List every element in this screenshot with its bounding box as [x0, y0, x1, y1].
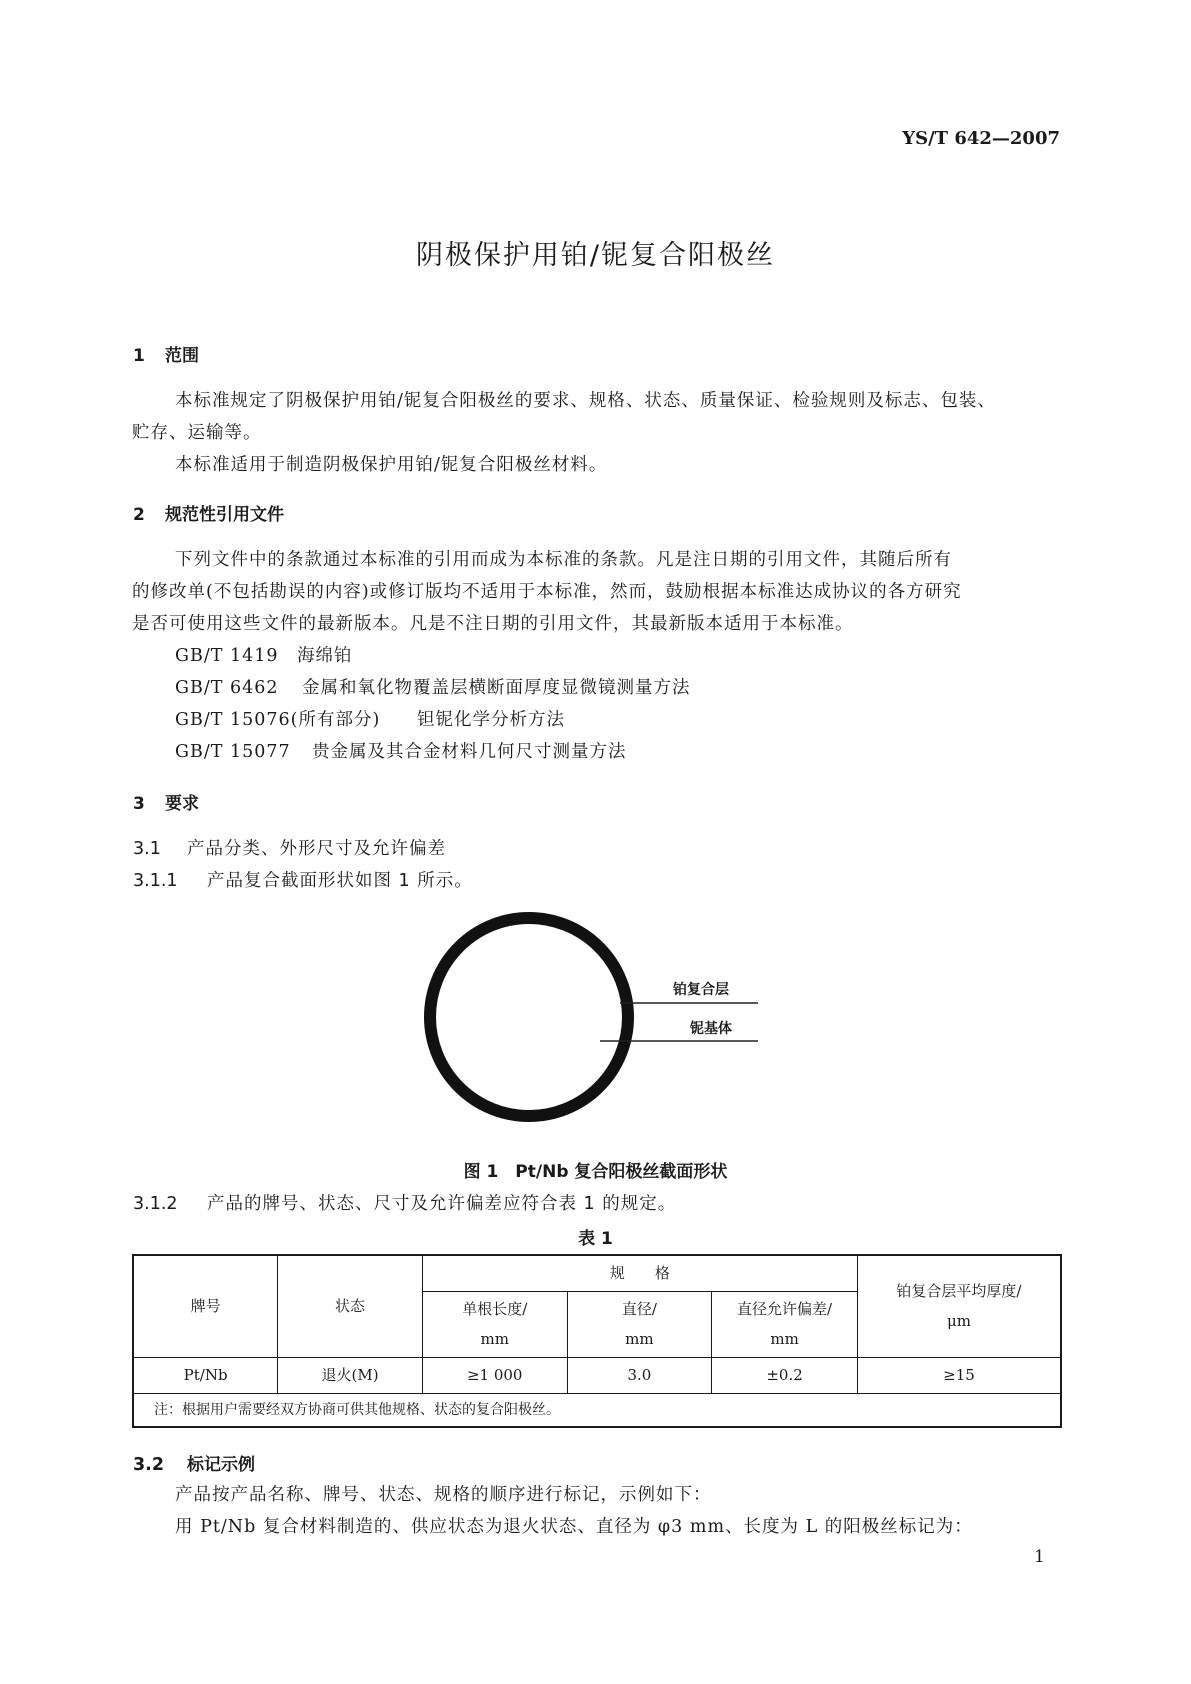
table-header-row [133, 1255, 1061, 1291]
figure-caption: 图 1 Pt/Nb 复合阳极丝截面形状 [463, 1162, 728, 1182]
subsection-text: 产品复合截面形状如图 1 所示。 [207, 871, 473, 891]
section-1-paragraph-line: 贮存、运输等。 [132, 423, 262, 443]
outer-layer-label: 铂复合层 [673, 982, 729, 998]
subsection-text: 产品分类、外形尺寸及允许偏差 [187, 839, 446, 859]
subsection-3-1 [133, 835, 446, 860]
section-number: 1 [133, 346, 145, 366]
reference-title: 贵金属及其合金材料几何尺寸测量方法 [312, 742, 627, 762]
section-2-paragraph-line: 的修改单(不包括勘误的内容)或修订版均不适用于本标准，然而，鼓励根据本标准达成协议的各方研究 [132, 582, 962, 602]
reference-item [175, 738, 627, 763]
page-number: 1 [1034, 1547, 1045, 1567]
table-caption: 表 1 [578, 1229, 613, 1249]
section-title: 要求 [165, 794, 199, 814]
subsection-3-2 [133, 1450, 255, 1475]
header-diameter-unit: mm [625, 1330, 654, 1348]
header-thickness [857, 1255, 1061, 1357]
standard-number: YS/T 642—2007 [902, 128, 1060, 149]
spec-table [132, 1254, 1062, 1428]
header-tolerance-label: 直径允许偏差/ [737, 1300, 833, 1318]
reference-title: 金属和氧化物覆盖层横断面厚度显微镜测量方法 [302, 678, 691, 698]
cell-tolerance: ±0.2 [712, 1357, 858, 1393]
marking-example: 用 Pt/Nb 复合材料制造的、供应状态为退火状态、直径为 φ3 mm、长度为 L 的阳极丝标记为： [175, 1517, 973, 1537]
section-number: 3 [133, 794, 145, 814]
reference-item [175, 706, 565, 731]
cell-thickness: ≥15 [857, 1357, 1061, 1393]
header-diameter-label: 直径/ [621, 1300, 657, 1318]
reference-item [175, 642, 353, 667]
cell-length: ≥1 000 [422, 1357, 567, 1393]
header-length-unit: mm [480, 1330, 509, 1348]
reference-title: 钽铌化学分析方法 [417, 710, 565, 730]
header-thickness-label: 铂复合层平均厚度/ [896, 1282, 1022, 1301]
table-note-row [133, 1393, 1061, 1427]
section-2-heading [133, 500, 284, 525]
subsection-number: 3.1.2 [133, 1194, 178, 1214]
header-thickness-unit: μm [946, 1312, 971, 1331]
section-1-paragraph: 本标准适用于制造阴极保护用铂/铌复合阳极丝材料。 [175, 455, 608, 475]
cell-grade: Pt/Nb [133, 1357, 278, 1393]
marking-intro: 产品按产品名称、牌号、状态、规格的顺序进行标记，示例如下： [175, 1485, 712, 1505]
section-1-heading [133, 341, 199, 366]
section-number: 2 [133, 505, 145, 525]
document-title: 阴极保护用铂/铌复合阳极丝 [415, 240, 776, 271]
composite-ring [430, 918, 628, 1116]
core-label: 铌基体 [690, 1021, 732, 1037]
cross-section-figure [420, 906, 770, 1146]
subsection-number: 3.1.1 [133, 871, 178, 891]
reference-item [175, 674, 691, 699]
header-state: 状态 [278, 1255, 423, 1357]
reference-code: GB/T 6462 [175, 678, 279, 698]
cell-state: 退火(M) [278, 1357, 423, 1393]
reference-code: GB/T 15076(所有部分) [175, 710, 381, 730]
header-diameter [567, 1291, 712, 1357]
section-2-paragraph-line: 下列文件中的条款通过本标准的引用而成为本标准的条款。凡是注日期的引用文件，其随后所有 [175, 550, 952, 570]
reference-title: 海绵铂 [297, 646, 353, 666]
header-spec: 规 格 [422, 1255, 857, 1291]
subsection-number: 3.2 [133, 1455, 165, 1475]
table-note: 注：根据用户需要经双方协商可供其他规格、状态的复合阳极丝。 [133, 1393, 1061, 1427]
section-title: 规范性引用文件 [165, 505, 284, 525]
subsection-heading: 标记示例 [187, 1455, 255, 1475]
header-tolerance [712, 1291, 858, 1357]
header-grade: 牌号 [133, 1255, 278, 1357]
subsection-3-1-2 [133, 1190, 676, 1215]
section-title: 范围 [165, 346, 199, 366]
table-row [133, 1357, 1061, 1393]
section-1-paragraph-line: 本标准规定了阴极保护用铂/铌复合阳极丝的要求、规格、状态、质量保证、检验规则及标志、包装、 [175, 391, 996, 411]
header-tolerance-unit: mm [770, 1330, 799, 1348]
subsection-3-1-1 [133, 867, 473, 892]
header-length-label: 单根长度/ [462, 1300, 528, 1318]
reference-code: GB/T 15077 [175, 742, 291, 762]
header-length [422, 1291, 567, 1357]
reference-code: GB/T 1419 [175, 646, 279, 666]
cell-diameter: 3.0 [567, 1357, 712, 1393]
subsection-number: 3.1 [133, 839, 161, 859]
section-2-paragraph-line: 是否可使用这些文件的最新版本。凡是不注日期的引用文件，其最新版本适用于本标准。 [132, 614, 854, 634]
subsection-text: 产品的牌号、状态、尺寸及允许偏差应符合表 1 的规定。 [207, 1194, 677, 1214]
section-3-heading [133, 789, 199, 814]
